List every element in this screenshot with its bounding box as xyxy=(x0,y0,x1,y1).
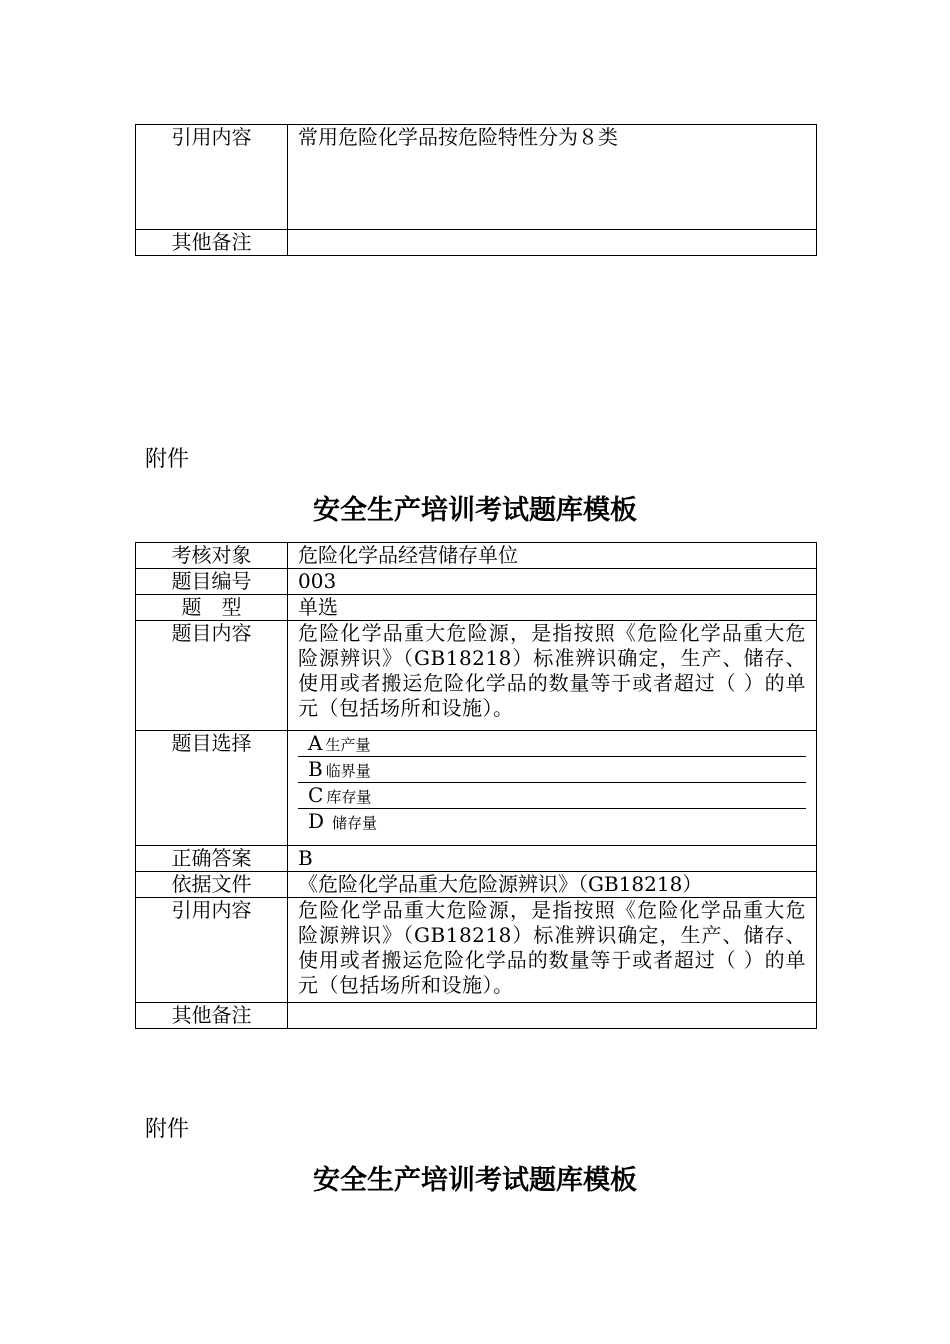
question-content: 危险化学品重大危险源，是指按照《危险化学品重大危险源辨识》（GB18218）标准辨识确定，生产、储存、使用或者搬运危险化学品的数量等于或者超过（ ）的单元（包括场所和设施）。 xyxy=(288,621,817,731)
row-value: 常用危险化学品按危险特性分为８类 xyxy=(288,125,817,230)
table-row xyxy=(136,569,817,595)
option-item: D 储存量 xyxy=(308,809,378,833)
basis-document: 《危险化学品重大危险源辨识》（GB18218） xyxy=(288,872,817,898)
row-value: 003 xyxy=(288,569,817,595)
correct-answer: B xyxy=(288,846,817,872)
table-row xyxy=(136,621,817,731)
row-label: 题目内容 xyxy=(136,621,288,731)
option-item: B 临界量 xyxy=(298,757,806,783)
table-row xyxy=(136,872,817,898)
row-label: 题目编号 xyxy=(136,569,288,595)
options-list xyxy=(288,731,817,846)
row-value: 单选 xyxy=(288,595,817,621)
row-label: 题 型 xyxy=(136,595,288,621)
remark-value xyxy=(288,1003,817,1029)
row-label: 正确答案 xyxy=(136,846,288,872)
row-value: 危险化学品经营储存单位 xyxy=(288,543,817,569)
option-item: C 库存量 xyxy=(298,783,806,809)
table-row xyxy=(136,846,817,872)
top-question-table xyxy=(135,124,817,256)
option-item: A 生产量 xyxy=(298,731,806,757)
row-label: 考核对象 xyxy=(136,543,288,569)
row-label: 题目选择 xyxy=(136,731,288,846)
row-label: 引用内容 xyxy=(136,125,288,230)
attachment-label: 附件 xyxy=(145,447,190,472)
table-row xyxy=(136,230,817,256)
table-row xyxy=(136,1003,817,1029)
table-row xyxy=(136,125,817,230)
row-label: 依据文件 xyxy=(136,872,288,898)
row-label: 其他备注 xyxy=(136,230,288,256)
row-value xyxy=(288,230,817,256)
page-title: 安全生产培训考试题库模板 xyxy=(313,1165,637,1196)
attachment-label: 附件 xyxy=(145,1117,190,1142)
table-row xyxy=(136,731,817,846)
row-label: 其他备注 xyxy=(136,1003,288,1029)
row-label: 引用内容 xyxy=(136,898,288,1003)
table-row xyxy=(136,898,817,1003)
page-title: 安全生产培训考试题库模板 xyxy=(313,495,637,526)
table-row xyxy=(136,543,817,569)
table-row xyxy=(136,595,817,621)
quoted-content: 危险化学品重大危险源，是指按照《危险化学品重大危险源辨识》（GB18218）标准辨识确定，生产、储存、使用或者搬运危险化学品的数量等于或者超过（ ）的单元（包括场所和设施）。 xyxy=(288,898,817,1003)
question-table xyxy=(135,542,817,1029)
